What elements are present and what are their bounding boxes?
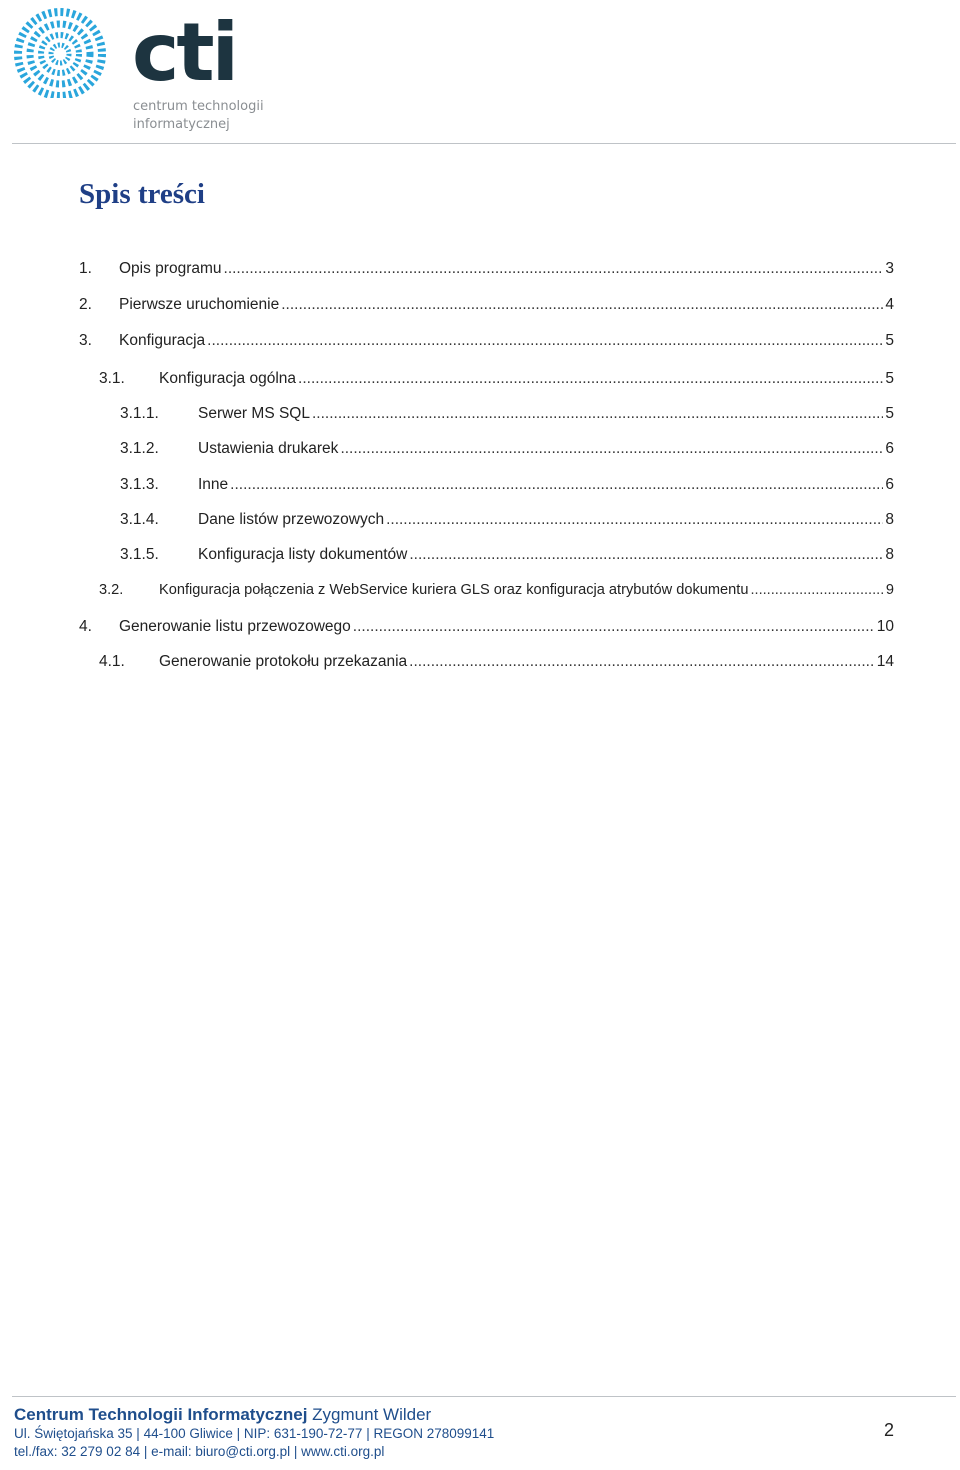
- toc-entry-title: Generowanie protokołu przekazania: [159, 653, 408, 670]
- toc-entry-number: 3.1.2.: [120, 440, 159, 457]
- toc-entry-number: 3.1.3.: [120, 476, 159, 493]
- toc-entry-number: 4.: [79, 618, 92, 635]
- toc-leader-dots: [748, 582, 883, 598]
- toc-entry[interactable]: [79, 332, 894, 354]
- toc-entry[interactable]: [79, 296, 894, 318]
- footer-divider: [12, 1396, 956, 1397]
- toc-entry-title: Konfiguracja: [119, 332, 206, 349]
- toc-entry-page: 3: [885, 260, 894, 277]
- toc-entry-page: 5: [885, 405, 894, 422]
- cti-logo-icon: [12, 8, 262, 98]
- header-divider: [12, 143, 956, 144]
- toc-entry-title: Konfiguracja ogólna: [159, 370, 297, 387]
- logo-dot-ring: [18, 12, 102, 96]
- footer-contact: tel./fax: 32 279 02 84 | e-mail: biuro@cti.org.pl | www.cti.org.pl: [14, 1444, 385, 1459]
- toc-entry-title: Inne: [198, 476, 229, 493]
- toc-entry[interactable]: [79, 618, 894, 640]
- toc-entry-number: 3.2.: [99, 582, 124, 598]
- footer-company: [14, 1405, 494, 1425]
- toc-title: Spis treści: [79, 178, 205, 210]
- footer-company-bold: Centrum Technologii Informatycznej: [14, 1405, 308, 1424]
- logo-subtitle-line1: centrum technologii: [133, 99, 264, 114]
- toc-entry-title: Pierwsze uruchomienie: [119, 296, 280, 313]
- page-number: 2: [883, 1420, 894, 1440]
- logo-subtitle-line2: informatycznej: [133, 117, 230, 132]
- toc-entry-page: 14: [876, 653, 894, 670]
- logo-wordmark: cti: [132, 8, 237, 98]
- toc-entry-title: Ustawienia drukarek: [198, 440, 339, 457]
- toc-leader-dots: [384, 511, 883, 529]
- toc-entry-title: Dane listów przewozowych: [198, 511, 385, 528]
- logo-subtitle: [133, 98, 264, 134]
- toc-entry-number: 3.1.5.: [120, 546, 159, 563]
- toc-entry-number: 3.1.4.: [120, 511, 159, 528]
- toc-entry-number: 3.1.: [99, 370, 125, 387]
- toc-entry[interactable]: [120, 546, 894, 568]
- toc-entry[interactable]: [120, 476, 894, 498]
- toc-entry[interactable]: [99, 370, 894, 392]
- toc-entry-page: 5: [885, 332, 894, 349]
- toc-entry[interactable]: [99, 582, 894, 604]
- toc-leader-dots: [338, 440, 883, 458]
- toc-entry-title: Opis programu: [119, 260, 222, 277]
- toc-leader-dots: [351, 618, 875, 636]
- toc-entry-number: 4.1.: [99, 653, 125, 670]
- toc-entry[interactable]: [120, 511, 894, 533]
- toc-leader-dots: [296, 370, 883, 388]
- toc-leader-dots: [228, 476, 883, 494]
- toc-entry-page: 8: [885, 546, 894, 563]
- footer-company-owner: Zygmunt Wilder: [312, 1405, 432, 1424]
- toc-entry-title: Konfiguracja listy dokumentów: [198, 546, 408, 563]
- toc-leader-dots: [222, 260, 884, 278]
- toc-entry[interactable]: [99, 653, 894, 675]
- toc-entry[interactable]: [79, 260, 894, 282]
- toc-leader-dots: [407, 546, 883, 564]
- toc-entry-title: Serwer MS SQL: [198, 405, 310, 422]
- toc-entry-number: 3.: [79, 332, 92, 349]
- toc-entry-page: 9: [885, 582, 894, 598]
- toc-leader-dots: [407, 653, 875, 671]
- toc-leader-dots: [279, 296, 883, 314]
- toc-entry-page: 10: [876, 618, 894, 635]
- toc-entry-page: 8: [885, 511, 894, 528]
- toc-entry-page: 5: [885, 370, 894, 387]
- toc-entry[interactable]: [120, 405, 894, 427]
- footer-address: Ul. Świętojańska 35 | 44-100 Gliwice | NIP: 631-190-72-77 | REGON 278099141: [14, 1426, 495, 1441]
- toc-entry-page: 6: [885, 476, 894, 493]
- page-footer: [14, 1405, 494, 1461]
- toc-leader-dots: [310, 405, 883, 423]
- toc-entry-page: 6: [885, 440, 894, 457]
- page-header: [0, 0, 960, 145]
- toc-entry-page: 4: [885, 296, 894, 313]
- toc-entry-title: Generowanie listu przewozowego: [119, 618, 351, 635]
- toc-leader-dots: [205, 332, 883, 350]
- toc-entry-number: 1.: [79, 260, 92, 277]
- toc-entry-number: 3.1.1.: [120, 405, 159, 422]
- toc-entry[interactable]: [120, 440, 894, 462]
- toc-entry-title: Konfiguracja połączenia z WebService kuriera GLS oraz konfiguracja atrybutów dokumentu: [159, 582, 749, 598]
- toc-entry-number: 2.: [79, 296, 92, 313]
